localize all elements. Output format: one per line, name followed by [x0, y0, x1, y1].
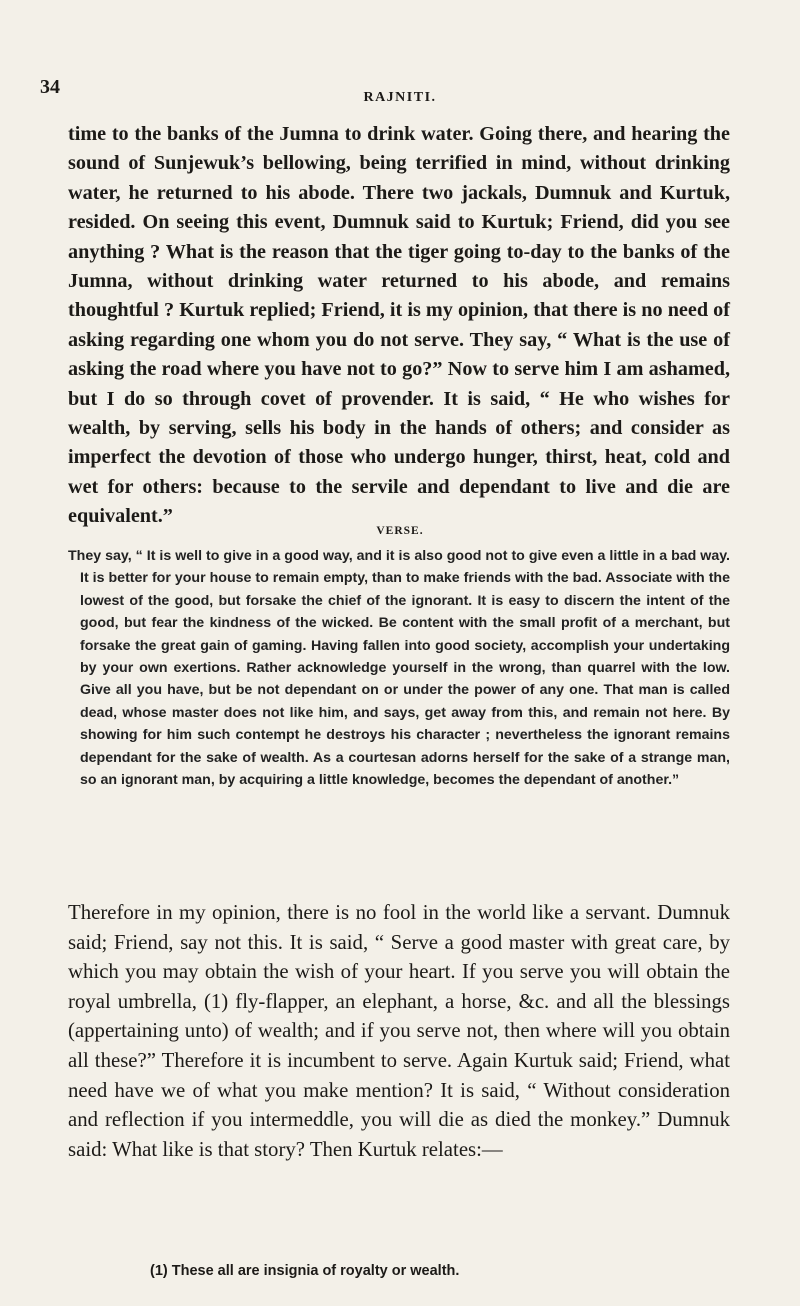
- body-paragraph-1: time to the banks of the Jumna to drink water. Going there, and hearing the sound of Sunjewuk’s bellowing, being terrified in mind, without drinking water, he returned to his abode. There two jackals, Dumnuk and Kurtuk, resided. On seeing this event, Dumnuk said to Kurtuk; Friend, did you see anything ? What is the reason that the tiger going to-day to the banks of the Jumna, without drinking water returned to his abode, and remains thoughtful ? Kurtuk replied; Friend, it is my opinion, that there is no need of asking regarding one whom you do not serve. They say, “ What is the use of asking the road where you have not to go?” Now to serve him I am ashamed, but I do so through covet of provender. It is said, “ He who wishes for wealth, by serving, sells his body in the hands of others; and consider as imperfect the devotion of those who undergo hunger, thirst, heat, cold and wet for others: because to the servile and dependant to live and die are equivalent.”: [68, 123, 730, 528]
- verse-heading: VERSE.: [376, 525, 424, 537]
- running-head: RAJNITI.: [363, 90, 437, 105]
- body-paragraph-2: Therefore in my opinion, there is no fool in the world like a servant. Dumnuk said; Friend, say not this. It is said, “ Serve a good master with great care, by which you may obtain the wish of your heart. If you serve you will obtain the royal umbrella, (1) fly-flapper, an elephant, a horse, &c. and all the blessings (appertaining unto) of wealth; and if you serve not, then where will you obtain all these?” Therefore it is incumbent to serve. Again Kurtuk said; Friend, what need have we of what you make mention? It is said, “ Without consideration and reflection if you intermeddle, you will die as died the monkey.” Dumnuk said: What like is that story? Then Kurtuk relates:—: [68, 901, 730, 1161]
- verse-text-content: They say, “ It is well to give in a good way, and it is also good not to give even a little in a bad way. It is better for your house to remain empty, than to make friends with the bad. Associate with the lowest of the good, but forsake the chief of the ignorant. It is easy to discern the intent of the good, but fear the kindness of the wicked. Be content with the small profit of a merchant, but forsake the great gain of gaming. Having fallen into good society, accomplish your undertaking by your own exertions. Rather acknowledge yourself in the wrong, than quarrel with the low. Give all you have, but be not dependant on or under the power of any one. That man is called dead, whose master does not like him, and says, get away from this, and remain not here. By showing for him such contempt he destroys his character ; nevertheless the ignorant remains dependant for the sake of wealth. As a courtesan adorns herself for the sake of a strange man, so an ignorant man, by acquiring a little knowledge, becomes the dependant of another.”: [68, 548, 730, 789]
- page-header: [40, 76, 760, 106]
- verse-text: [68, 545, 730, 791]
- footnote: (1) These all are insignia of royalty or wealth.: [150, 1263, 460, 1279]
- page-number: 34: [40, 76, 60, 98]
